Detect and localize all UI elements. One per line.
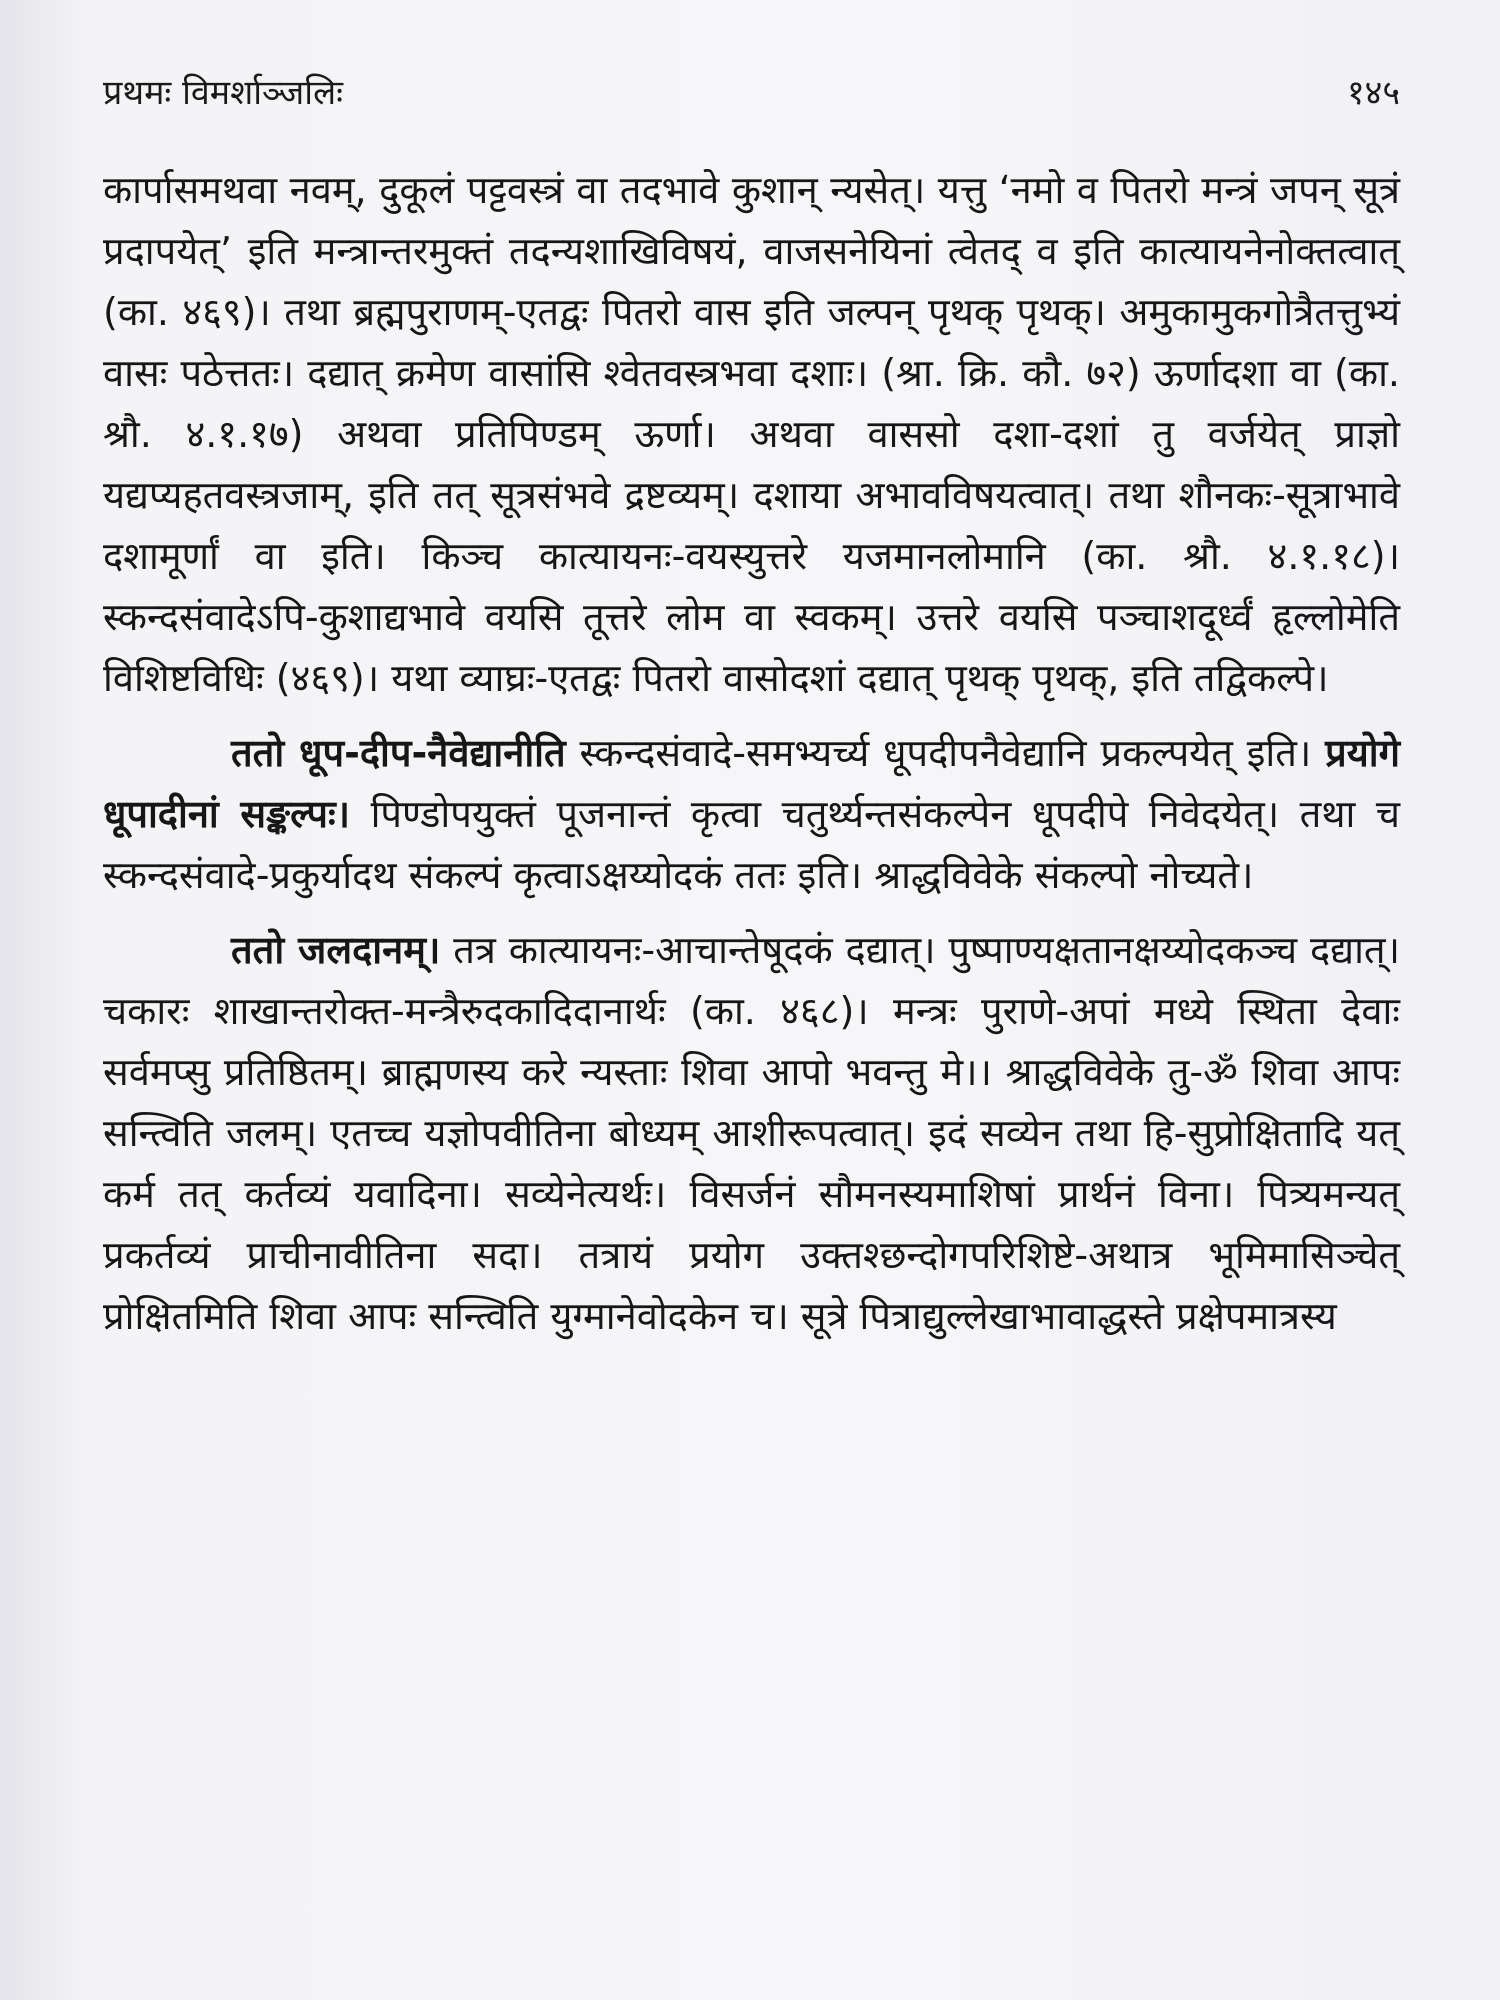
paragraph-text: पिण्डोपयुक्तं पूजनान्तं कृत्वा चतुर्थ्यन्तसंकल्पेन धूपदीपे निवेदयेत्। तथा च स्कन्दसंवादे-प्रकुर्यादथ संकल्पं कृत्वाऽक्षय्योदकं ततः इति। श्राद्धविवेके संकल्पो नोच्यते। (103, 792, 1401, 897)
paragraph-text: कार्पासमथवा नवम्, दुकूलं पट्टवस्त्रं वा तदभावे कुशान् न्यसेत्। यत्तु ‘नमो व पितरो मन्त्रं जपन् सूत्रं प्रदापयेत्’ इति मन्त्रान्तरमुक्तं तदन्यशाखिविषयं, वाजसनेयिनां त्वेतद् व इति कात्यायनेनोक्तत्वात् (का. ४६९)। तथा ब्रह्मपुराणम्-एतद्वः पितरो वास इति जल्पन् पृथक् पृथक्। अमुकामुकगोत्रैतत्तुभ्यं वासः पठेत्ततः। दद्यात् क्रमेण वासांसि श्वेतवस्त्रभवा दशाः। (श्रा. क्रि. कौ. ७२) ऊर्णादशा वा (का. श्रौ. ४.१.१७) अथवा प्रतिपिण्डम् ऊर्णा। अथवा वाससो दशा-दशां तु वर्जयेत् प्राज्ञो यद्यप्यहतवस्त्रजाम्, इति तत् सूत्रसंभवे द्रष्टव्यम्। दशाया अभावविषयत्वात्। तथा शौनकः-सूत्राभावे दशामूर्णां वा इति। किञ्च कात्यायनः-वयस्युत्तरे यजमानलोमानि (का. श्रौ. ४.१.१८)। स्कन्दसंवादेऽपि-कुशाद्यभावे वयसि तूत्तरे लोम वा स्वकम्। उत्तरे वयसि पञ्चाशदूर्ध्वं हृल्लोमेति विशिष्टविधिः (४६९)। यथा व्याघ्रः-एतद्वः पितरो वासोदशां दद्यात् पृथक् पृथक्, इति तद्विकल्पे। (103, 168, 1400, 700)
paragraph-text: तत्र कात्यायनः-आचान्तेषूदकं दद्यात्। पुष्पाण्यक्षतानक्षय्योदकञ्च दद्यात्। चकारः शाखान्तरोक्त-मन्त्रैरुदकादिदानार्थः (का. ४६८)। मन्त्रः पुराणे-अपां मध्ये स्थिता देवाः सर्वमप्सु प्रतिष्ठितम्। ब्राह्मणस्य करे न्यस्ताः शिवा आपो भवन्तु मे।। श्राद्धविवेके तु-ॐ शिवा आपः सन्त्विति जलम्। एतच्च यज्ञोपवीतिना बोध्यम् आशीरूपत्वात्। इदं सव्येन तथा हि-सुप्रोक्षितादि यत् कर्म तत् कर्तव्यं यवादिना। सव्येनेत्यर्थः। विसर्जनं सौमनस्यमाशिषां प्रार्थनं विना। पित्र्यमन्यत् प्रकर्तव्यं प्राचीनावीतिना सदा। तत्रायं प्रयोग उक्तश्छन्दोगपरिशिष्टे-अथात्र भूमिमासिञ्चेत् प्रोक्षितमिति शिवा आपः सन्त्विति युग्मानेवोदकेन च। सूत्रे पित्राद्युल्लेखाभावाद्धस्ते प्रक्षेपमात्रस्य (103, 928, 1400, 1338)
paragraph-text: स्कन्दसंवादे-समभ्यर्च्य धूपदीपनैवेद्यानि प्रकल्पयेत् इति। (565, 731, 1326, 775)
page-number: १४५ (1346, 73, 1400, 113)
page-body (103, 160, 1400, 1361)
paragraph-1 (103, 160, 1400, 709)
paragraph-heading: ततो धूप-दीप-नैवेद्यानीति (231, 731, 566, 775)
paragraph-2 (103, 723, 1400, 906)
page-header (103, 68, 1400, 114)
running-title: प्रथमः विमर्शाञ्जलिः (103, 73, 344, 113)
paragraph-heading: ततो जलदानम्। (231, 928, 441, 972)
paragraph-3 (103, 920, 1400, 1347)
paragraph-heading: प्रयोगे धूपादीनां सङ्कल्पः। (103, 731, 1400, 836)
